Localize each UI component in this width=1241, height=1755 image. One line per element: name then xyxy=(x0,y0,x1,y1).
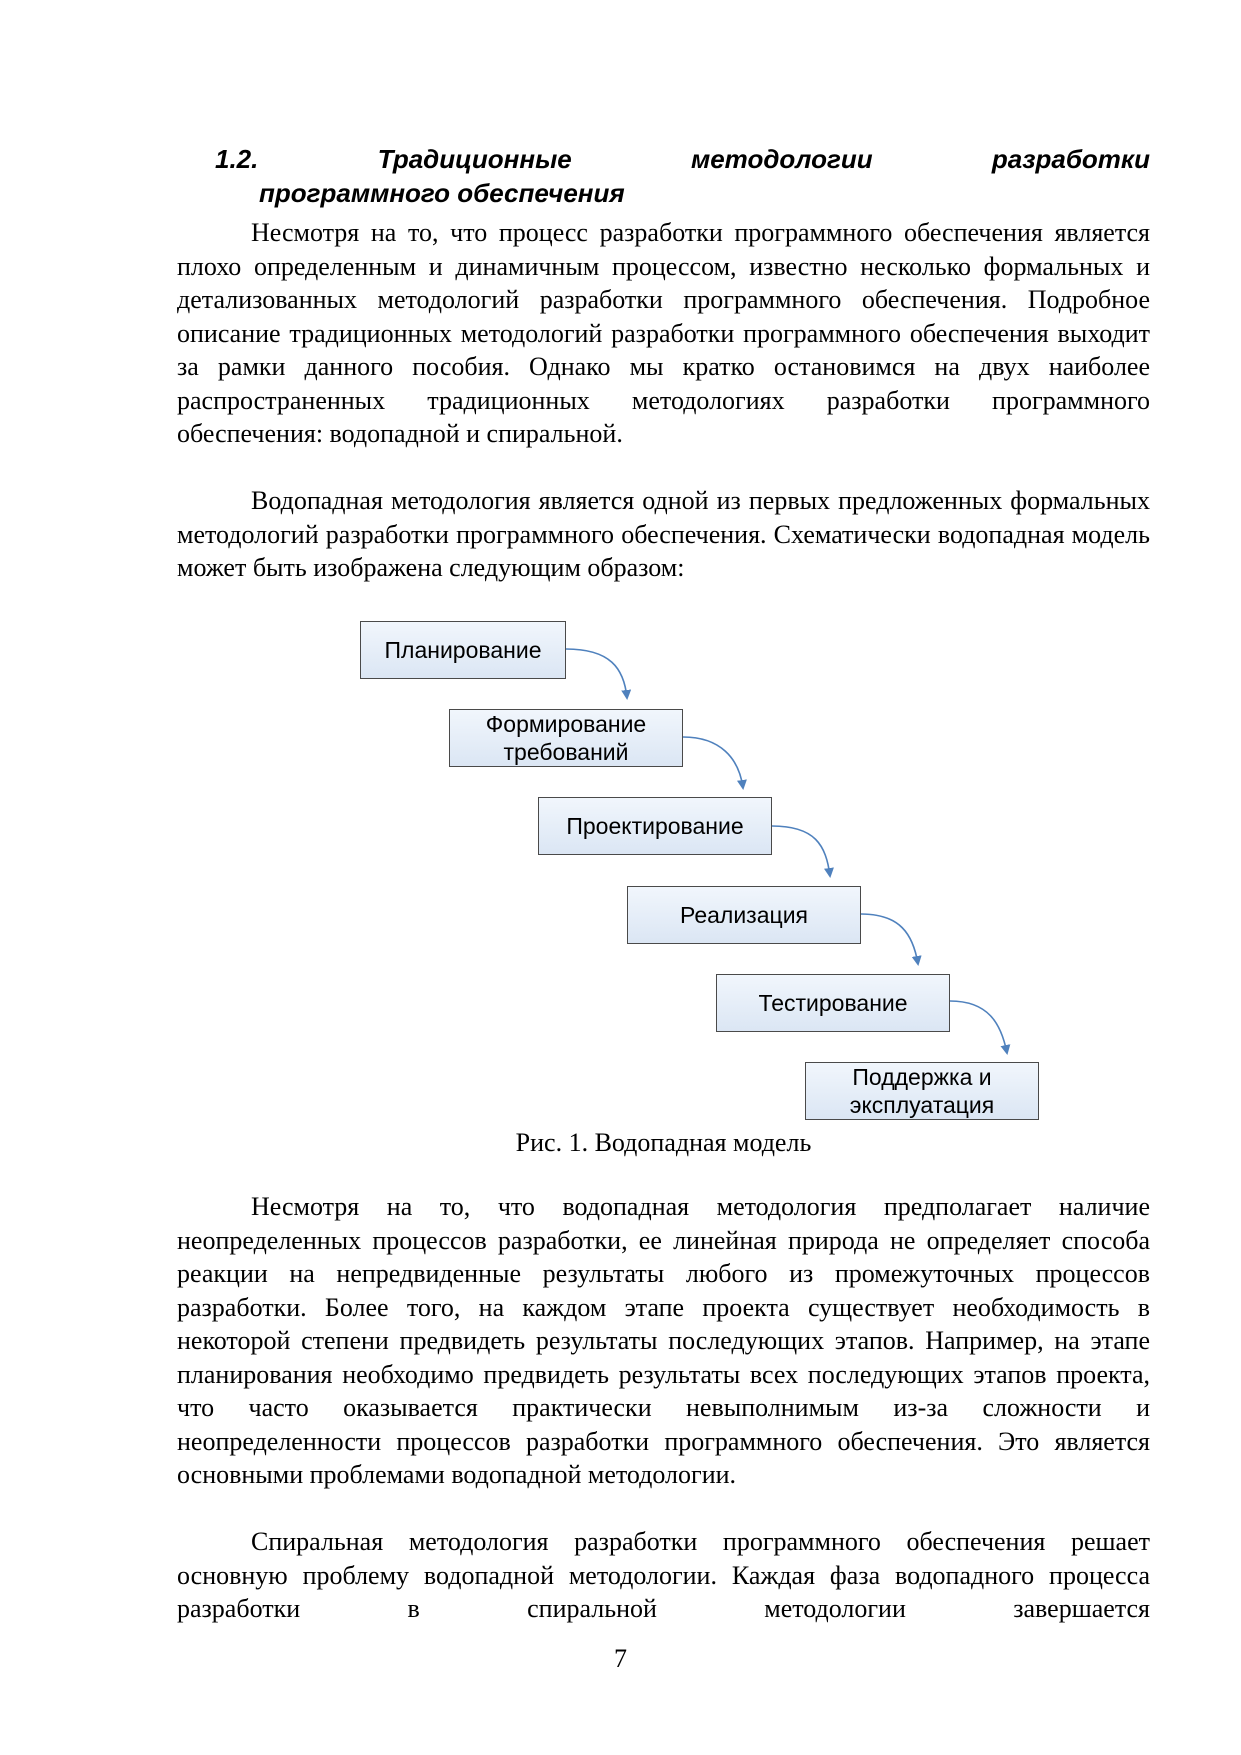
paragraph-intro: Несмотря на то, что процесс разработки программного обеспечения является плохо определенным и динамичным процессом, известно несколько формальных и детализованных методологий разработки программного обеспечения. Подробное описание традиционных методологий разработки программного обеспечения выходит за рамки данного пособия. Однако мы кратко остановимся на двух наиболее распространенных традиционных методологиях разработки программного обеспечения: водопадной и спиральной. xyxy=(177,218,1150,448)
flow-step-requirements: Формирование требований xyxy=(449,709,683,767)
flow-step-maintenance: Поддержка и эксплуатация xyxy=(805,1062,1039,1120)
page-number: 7 xyxy=(614,1644,627,1673)
flow-arrow xyxy=(566,649,627,698)
flow-arrow xyxy=(861,914,918,964)
flow-step-testing: Тестирование xyxy=(716,974,950,1032)
heading-line-2: программного обеспечения xyxy=(259,178,625,208)
paragraph-waterfall-problems: Несмотря на то, что водопадная методология предполагает наличие неопределенных процессов разработки, ее линейная природа не определяет способа реакции на непредвиденные результаты любого из промежуточных процессов разработки. Более того, на каждом этапе проекта существует необходимость в некоторой степени предвидеть результаты последующих этапов. Например, на этапе планирования необходимо предвидеть результаты всех последующих этапов проекта, что часто оказывается практически невыполнимым из-за сложности и неопределенности процессов разработки программного обеспечения. Это является основными проблемами водопадной методологии. xyxy=(177,1192,1150,1489)
flow-arrow xyxy=(683,737,743,788)
heading-word: Традиционные xyxy=(377,144,572,174)
heading-word: методологии xyxy=(690,144,873,174)
flow-step-implementation: Реализация xyxy=(627,886,861,944)
figure-caption: Рис. 1. Водопадная модель xyxy=(515,1128,812,1157)
heading-number: 1.2. xyxy=(215,144,259,174)
flow-arrow xyxy=(772,826,830,876)
flow-step-planning: Планирование xyxy=(360,621,566,679)
paragraph-waterfall: Водопадная методология является одной из первых предложенных формальных методологий разработки программного обеспечения. Схематически водопадная модель может быть изображена следующим образом: xyxy=(177,486,1150,582)
flow-step-design: Проектирование xyxy=(538,797,772,855)
paragraph-spiral: Спиральная методология разработки программного обеспечения решает основную проблему водопадной методологии. Каждая фаза водопадного процесса разработки в спиральной методологии завершается xyxy=(177,1527,1150,1623)
heading-word: разработки xyxy=(991,144,1150,174)
flow-arrow xyxy=(950,1001,1007,1053)
